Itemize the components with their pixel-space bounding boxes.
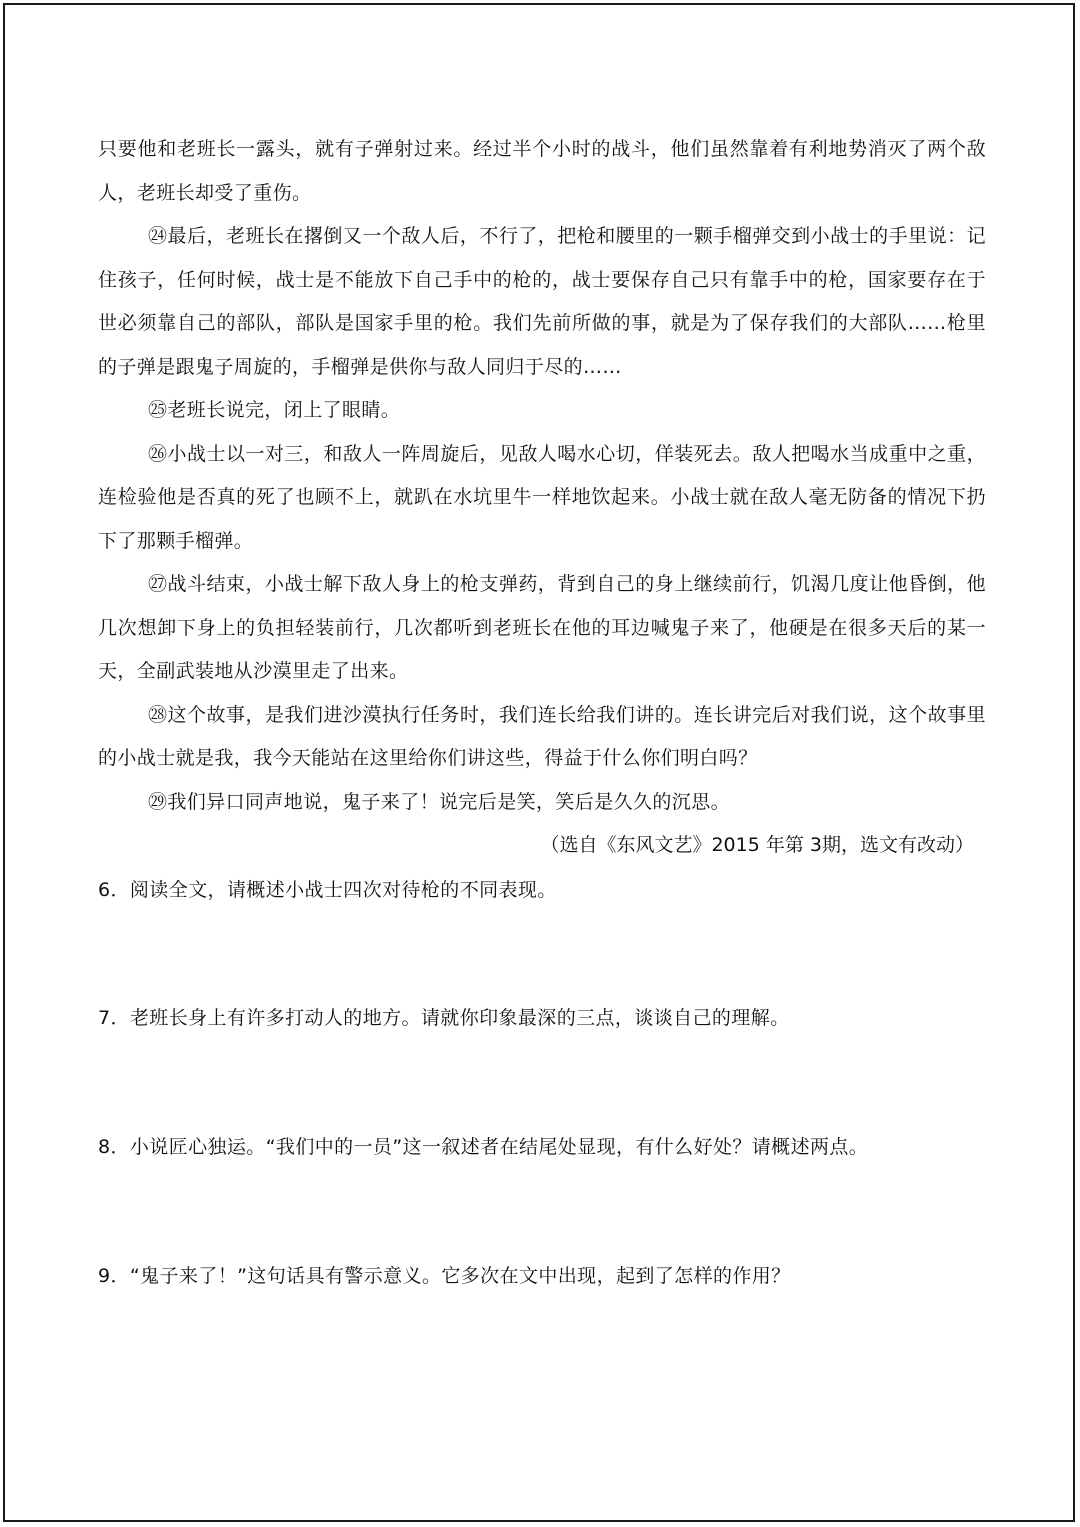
question-9: 9．“鬼子来了！”这句话具有警示意义。它多次在文中出现，起到了怎样的作用？ bbox=[98, 1265, 791, 1287]
question-8: 8．小说匠心独运。“我们中的一员”这一叙述者在结尾处显现，有什么好处？请概述两点。 bbox=[98, 1135, 869, 1158]
passage-paragraph-27: ㉗战斗结束，小战士解下敌人身上的枪支弹药，背到自己的身上继续前行，饥渴几度让他昏倒，他几次想卸下身上的负担轻装前行，几次都听到老班长在他的耳边喊鬼子来了，他硬是在很多天后的某一天，全副武装地从沙漠里走了出来。 bbox=[98, 573, 986, 682]
question-6: 6．阅读全文，请概述小战士四次对待枪的不同表现。 bbox=[98, 878, 557, 901]
source-citation: （选自《东风文艺》2015 年第 3期，选文有改动） bbox=[540, 834, 974, 856]
passage-paragraph-29: ㉙我们异口同声地说，鬼子来了！说完后是笑，笑后是久久的沉思。 bbox=[148, 790, 731, 813]
passage-paragraph-continued: 只要他和老班长一露头，就有子弹射过来。经过半个小时的战斗，他们虽然靠着有利地势消灭了两个敌人，老班长却受了重伤。 bbox=[98, 138, 986, 204]
question-7: 7．老班长身上有许多打动人的地方。请就你印象最深的三点，谈谈自己的理解。 bbox=[98, 1007, 790, 1029]
passage-paragraph-26: ㉖小战士以一对三，和敌人一阵周旋后，见敌人喝水心切，佯装死去。敌人把喝水当成重中之重，连检验他是否真的死了也顾不上，就趴在水坑里牛一样地饮起来。小战士就在敌人毫无防备的情况下扔下了那颗手榴弹。 bbox=[98, 442, 986, 552]
passage-paragraph-24: ㉔最后，老班长在撂倒又一个敌人后，不行了，把枪和腰里的一颗手榴弹交到小战士的手里说：记住孩子，任何时候，战士是不能放下自己手中的枪的，战士要保存自己只有靠手中的枪，国家要存在于世必须靠自己的部队，部队是国家手里的枪。我们先前所做的事，就是为了保存我们的大部队……枪里的子弹是跟鬼子周旋的，手榴弹是供你与敌人同归于尽的…… bbox=[98, 225, 986, 378]
document-body bbox=[98, 128, 986, 1299]
passage-paragraph-25: ㉕老班长说完，闭上了眼睛。 bbox=[148, 399, 401, 421]
passage-paragraph-28: ㉘这个故事，是我们进沙漠执行任务时，我们连长给我们讲的。连长讲完后对我们说，这个故事里的小战士就是我，我今天能站在这里给你们讲这些，得益于什么你们明白吗？ bbox=[98, 703, 986, 769]
